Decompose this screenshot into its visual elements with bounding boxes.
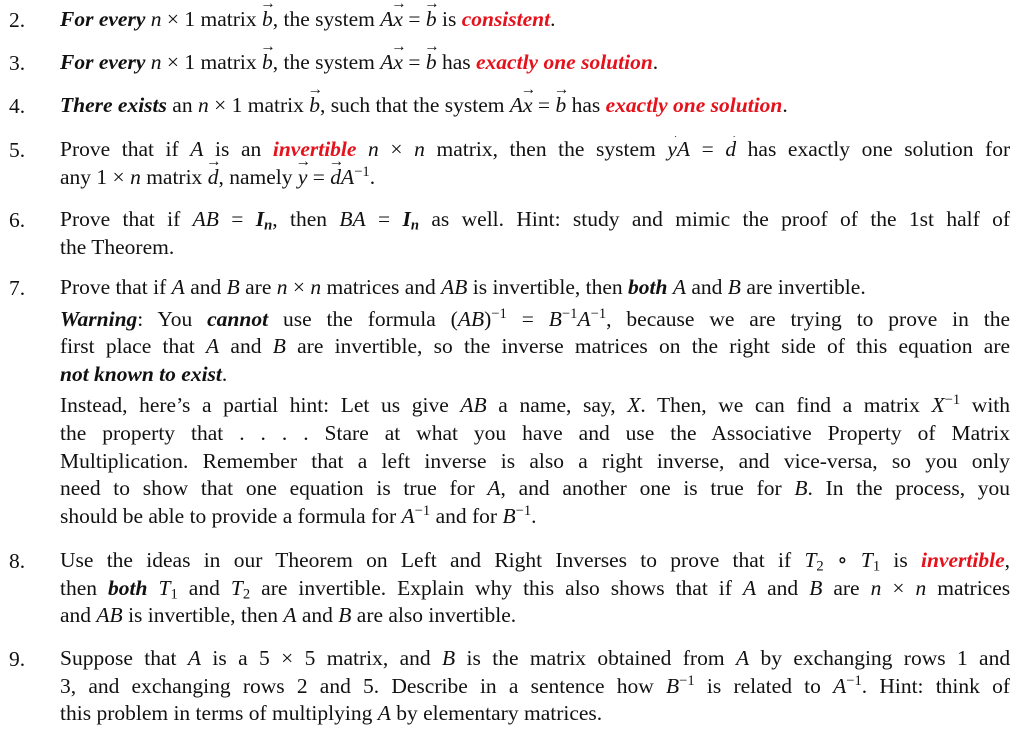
text-line: Prove that if A is an invertible n × n matrix, then the system → yA = → d has exactly one solution for [60,136,1010,164]
item-text [60,274,1010,530]
vector-x: → x [393,6,403,34]
vector-d: → d [330,164,341,192]
item-number: 4. [9,94,26,118]
text-line: Multiplication. Remember that a left inverse is also a right inverse, and vice-versa, so you only [60,448,1010,473]
item-text [60,49,1010,77]
highlight-term: invertible [921,548,1005,572]
item-number: 2. [9,8,26,32]
warning-label: Warning [60,306,138,331]
text-line: any 1 × n matrix → d, namely → y = → $dA^{-1}$. [60,164,1010,192]
item-text [60,547,1010,630]
text-line: need to show that one equation is true for A, and another one is true for B. In the process, you [60,476,1010,501]
vector-b: → b [262,49,273,77]
text-line: Prove that if AB = $I_n$, then BA = $I_n$ as well. Hint: study and mimic the proof of the 1st half of [60,207,1010,234]
vector-y: → y [667,136,677,164]
vector-d: → d [208,164,219,192]
text-line: not known to exist. [60,361,228,386]
text-line: Warning: You cannot use the formula $(AB)^{-1} = B^{-1}A^{-1}$, because we are trying to prove in the [60,305,1010,331]
vector-x: → x [393,49,403,77]
item-text [60,136,1010,191]
text-line: the property that . . . . Stare at what you have and use the Associative Property of Matrix [60,420,1010,445]
vector-y: → y [298,164,308,192]
item-number: 5. [9,138,26,162]
item-text [60,92,1010,120]
highlight-term: exactly one solution [605,93,783,117]
item-number: 7. [9,276,26,300]
item-number: 3. [9,51,26,75]
vector-d: → d [725,136,736,164]
vector-b: → b [262,6,273,34]
vector-x: → x [523,92,533,120]
text-line: should be able to provide a formula for $A^{-1}$ and for $B^{-1}$. [60,502,537,528]
highlight-term: consistent [461,7,551,31]
item-text [60,6,1010,34]
vector-b: → b [555,92,566,120]
item-text [60,645,1010,728]
text-line: 3, and exchanging rows 2 and 5. Describe in a sentence how $B^{-1}$ is related to $A^{-1}$. Hint: think of [60,672,1010,698]
text-line: There exists an n × 1 matrix → b, such that the system A→ x = → b has exactly one solution. [60,92,1010,120]
text-line: Suppose that A is a 5 × 5 matrix, and B is the matrix obtained from A by exchanging rows 1 and [60,646,1010,670]
text-line: the Theorem. [60,234,175,259]
text-line: and AB is invertible, then A and B are also invertible. [60,603,517,628]
text-line: this problem in terms of multiplying A by elementary matrices. [60,701,603,726]
text-line: first place that A and B are invertible, so the inverse matrices on the right side of this equation are [60,334,1010,359]
vector-b: → b [426,49,437,77]
vector-b: → b [309,92,320,120]
highlight-term: exactly one solution [476,50,653,74]
highlight-term: invertible [272,137,357,161]
text-line: Prove that if A and B are n × n matrices and AB is invertible, then both A and B are invertible. [60,275,866,299]
text-line: Instead, here’s a partial hint: Let us give AB a name, say, X. Then, we can find a matrix $X^{-1}$ with [60,392,1010,418]
text-line: For every n × 1 matrix → b, the system A→ x = → b has exactly one solution. [60,49,1010,77]
vector-b: → b [426,6,437,34]
text-line: Use the ideas in our Theorem on Left and Right Inverses to prove that if $T_2$ ∘ $T_1$ is invertible, [60,548,1010,575]
text-line: For every n × 1 matrix → b, the system A→ x = → b is consistent. [60,6,1010,34]
text-line: then both $T_1$ and $T_2$ are invertible. Explain why this also shows that if A and B are n × n matrices [60,575,1010,603]
item-number: 6. [9,208,26,232]
item-text [60,206,1010,261]
item-number: 8. [9,549,26,573]
item-number: 9. [9,647,26,671]
